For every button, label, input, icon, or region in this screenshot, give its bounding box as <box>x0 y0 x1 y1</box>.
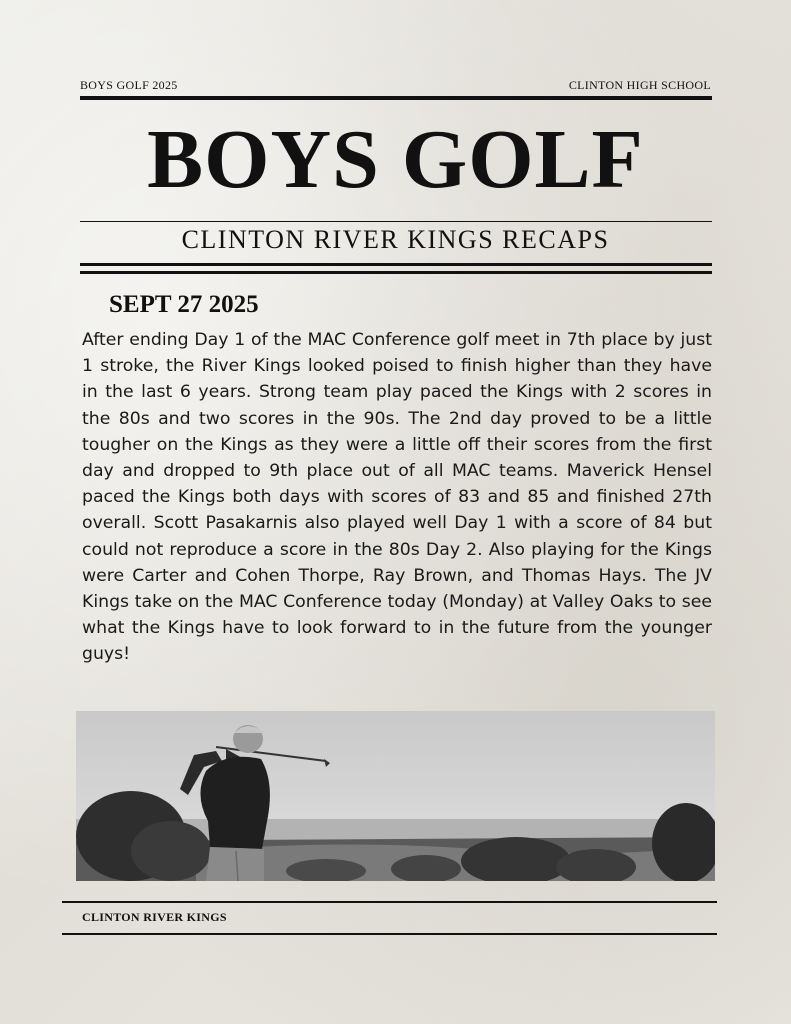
subtitle-rule-top <box>80 263 712 266</box>
page-title: BOYS GOLF <box>147 113 644 206</box>
header-rule <box>80 96 712 100</box>
header-left-label: BOYS GOLF 2025 <box>80 78 178 92</box>
subtitle-rule-bottom <box>80 271 712 274</box>
footer-rule-top <box>62 901 717 903</box>
title-divider <box>80 221 712 222</box>
page-subtitle: CLINTON RIVER KINGS RECAPS <box>181 225 610 254</box>
header-right-label: CLINTON HIGH SCHOOL <box>568 78 711 92</box>
article-body: After ending Day 1 of the MAC Conference golf meet in 7th place by just 1 stroke, the River Kings looked poised to finish higher than they have in the last 6 years. Strong team play paced the Kings with 2 scores in the 80s and two scores in the 90s. The 2nd day proved to be a little tougher on the Kings as they were a little off their scores from the first day and dropped to 9th place out of all MAC teams. Maverick Hensel paced the Kings both days with scores of 83 and 85 and finished 27th overall. Scott Pasakarnis also played well Day 1 with a score of 84 but could not reproduce a score in the 80s Day 2. Also playing for the Kings were Carter and Cohen Thorpe, Ray Brown, and Thomas Hays. The JV Kings take on the MAC Conference today (Monday) at Valley Oaks to see what the Kings have to look forward to in the future from the younger guys! <box>82 330 712 665</box>
footer-rule-bottom <box>62 933 717 935</box>
footer-label: CLINTON RIVER KINGS <box>82 910 227 924</box>
golfer-photo <box>76 711 715 881</box>
article-date: SEPT 27 2025 <box>109 291 259 318</box>
